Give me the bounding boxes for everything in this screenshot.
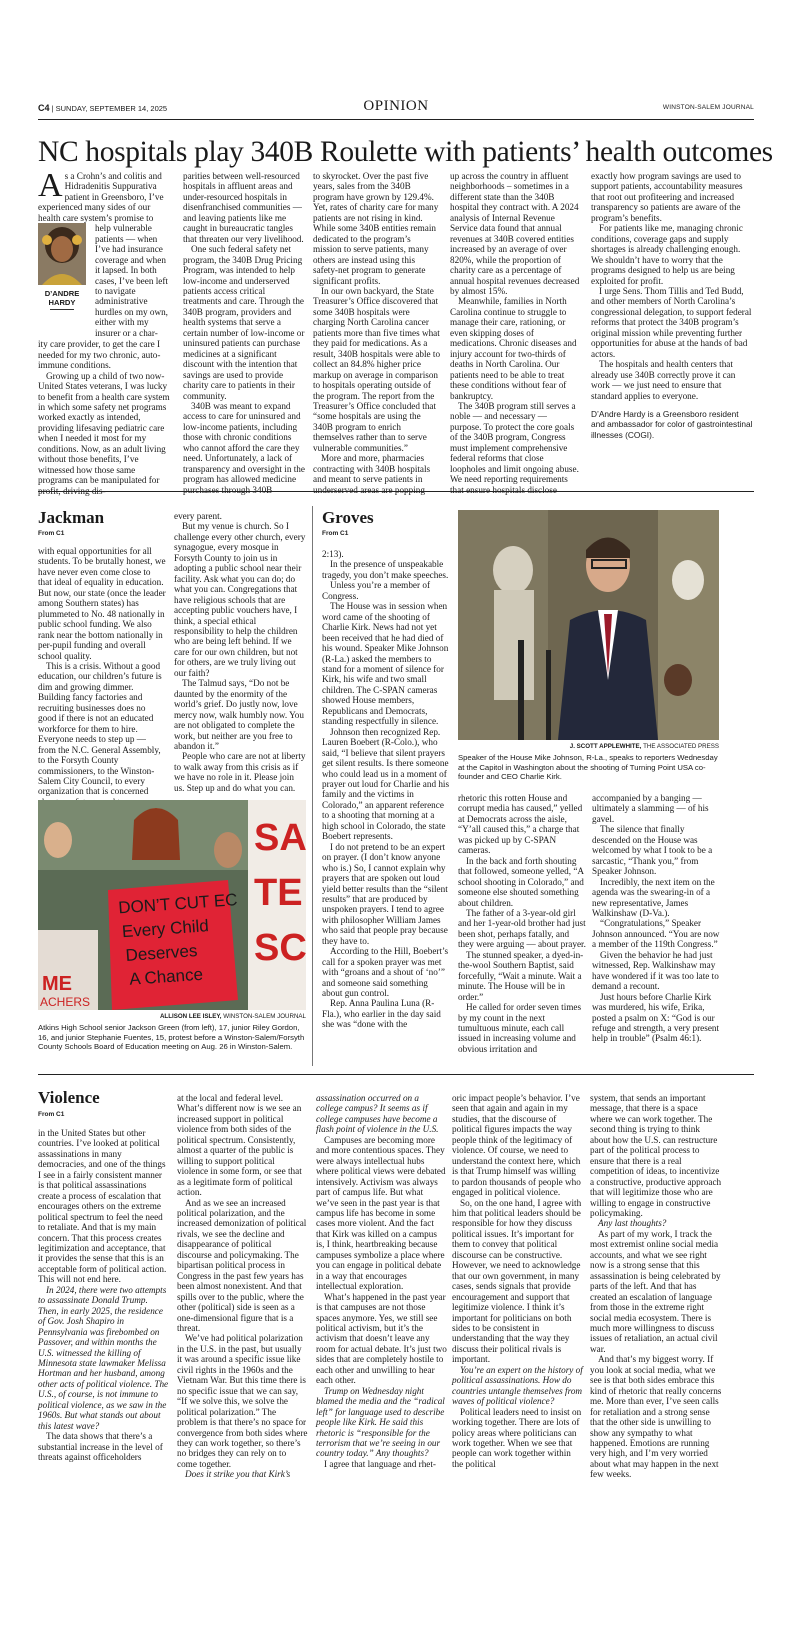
violence-c1-p0: in the United States but other countries. I’ve looked at political assassinations in many democracies, and one of the things I see in a fairly consistent manner is that political assassinations create a process of escalation that encourages others on the extreme political spectrum to feel the need to retaliate. And that is my main concern. That this process creates legitimization and acceptance, that it provides the sense that this is an acceptable form of political action. This will not end here.	[38, 1128, 167, 1285]
jackman-c2-p1: But my venue is church. So I challenge every other church, every synagogue, every mosque in Forsyth County to join us in adopting a public school near their facility. Ask what you can do; do what you can. Congregations that have religious schools that are accepting public vouchers have, I think, a special ethical responsibility to help the children who are being left behind. If we care for our own children, but not for others, are we truly living out our faith?	[174, 521, 306, 678]
violence-col-2	[177, 1093, 308, 1628]
main-col-2	[183, 171, 305, 495]
svg-text:ME: ME	[42, 973, 72, 995]
violence-c4-p2: You’re an expert on the history of political assassinations. How do countries untangle themselves from waves of political violence?	[452, 1364, 583, 1407]
jackman-credit-name: ALLISON LEE ISLEY,	[159, 1013, 222, 1020]
groves-credit-name: J. SCOTT APPLEWHITE,	[569, 743, 642, 750]
groves-col-3	[592, 793, 720, 1065]
jackman-from: From C1	[38, 530, 65, 537]
main-c3-p0: to skyrocket. Over the past five years, sales from the 340B program have grown by 129.4%. Yet, rates of charity care for many patients are not rising in kind. While some 340B entities remain dedicated to the program’s mission to serve patients, many others are instead using this safety-net program to generate significant profits.	[313, 171, 439, 286]
violence-c3-p4: I agree that language and rhet-	[324, 1458, 436, 1469]
violence-c2-p1: And as we see an increased political polarization, and the increased demonization of political rivals, we see the decline and disappearance of political discourse and policymaking. The bipartisan political process in Congress in the past few years has been almost nonexistent. And that spills over to the public, where the other (political) side is seen as a one-dimensional figure that is a threat.	[177, 1197, 307, 1333]
groves-caption: Speaker of the House Mike Johnson, R-La., speaks to reporters Wednesday at the Capitol in Washington about the shooting of Turning Point USA co-founder and CEO Charlie Kirk.	[458, 753, 718, 782]
jackman-col-2	[174, 511, 306, 791]
violence-c1-p2: The data shows that there’s a substantial increase in the level of threats against officeholders	[38, 1431, 163, 1463]
author-bio: D’Andre Hardy is a Greensboro resident and ambassador for color of gastrointestinal illnesses (COGI).	[591, 408, 753, 440]
groves-title: Groves	[322, 508, 374, 527]
jackman-credit-org: WINSTON-SALEM JOURNAL	[223, 1013, 306, 1020]
violence-col-5	[590, 1093, 722, 1628]
main-c5-p1: For patients like me, managing chronic conditions, coverage gaps and supply shortages is already challenging enough. We shouldn’t have to worry that the programs designed to help us are being exploited for profit.	[591, 223, 743, 286]
jackman-title: Jackman	[38, 508, 105, 527]
violence-c3-p2: What’s happened in the past year is that campuses are not those spaces anymore. Yes, we still see political activism, but it’s the activism that doesn’t leave any room for actual debate. It’s just two sides that are completely hostile to each other and unwilling to hear each other.	[316, 1291, 447, 1386]
page-number: C4	[38, 103, 50, 113]
violence-col-3	[316, 1093, 447, 1628]
jackman-c2-p0: every parent.	[174, 511, 222, 521]
drop-cap: A	[38, 167, 63, 204]
divider-2	[38, 1074, 754, 1075]
groves-col-2	[458, 793, 586, 1065]
violence-c3-p0: assassination occurred on a college campus? It seems as if college campuses have become a flash point of violence in the U.S.	[316, 1093, 439, 1135]
main-narrow-text: help vulnerable patients — when I’ve had insurance coverage and when it lapsed. In both cases, I’ve been left to navigate administrative hurdles on my own, either with my insurer or a char-	[95, 223, 168, 338]
author-rule	[50, 309, 74, 310]
violence-c2-p2: We’ve had political polarization in the U.S. in the past, but usually it was around a specific issue like civil rights in the 1960s and the Vietnam War. But this time there is no specific issue that we can say, “If we solve this, we solve the political polarization.” The problem is that there’s no space for convergence from both sides where they can work together, so there’s no bridges they can rely on to come together.	[177, 1333, 308, 1469]
groves-credit-org: THE ASSOCIATED PRESS	[643, 743, 719, 750]
groves-col-1	[322, 549, 450, 1065]
main-lead: s a Crohn’s and colitis and Hidradenitis Suppurativa patient in Greensboro, I’ve experienced many sides of our health care system’s promise to	[38, 171, 164, 223]
author-byline	[38, 289, 86, 307]
section-name: OPINION	[363, 98, 429, 114]
main-col-5	[591, 171, 753, 483]
violence-title: Violence	[38, 1088, 100, 1107]
groves-c1-p0: 2:13).	[322, 549, 344, 559]
main-c2-p0: parities between well-resourced hospitals in affluent areas and under-resourced hospitals in disenfranchised communities — and leaving patients like me caught in bureaucratic tangles that threaten our very livelihood.	[183, 171, 304, 244]
violence-c1-p1: In 2024, there were two attempts to assassinate Donald Trump. Then, in early 2025, the residence of Gov. Josh Shapiro in Pennsylvania was firebombed on Passover, and within months the U.S. witnessed the killing of Minnesota state lawmaker Melissa Hortman and her husband, among other acts of political violence. The U.S., of course, is not immune to political violence, as we saw in the 1960s. But what stands out about this latest wave?	[38, 1284, 169, 1431]
groves-c2-p2: The father of a 3-year-old girl and her 1-year-old brother had just been shot, perhaps fatally, and they were arguing — about prayer.	[458, 907, 586, 950]
violence-col-4	[452, 1093, 584, 1628]
main-c5-p3: The hospitals and health centers that already use 340B correctly prove it can work — we just need to ensure that standard applies to everyone.	[591, 359, 736, 401]
violence-c4-p0: oric impact people’s behavior. I’ve seen that again and again in my studies, that the discourse of political figures impacts the way people think of the legitimacy of violence. Of course, we need to understand the context here, which is that Trump himself was willing to pardon thousands of people who engaged in political violence.	[452, 1093, 581, 1198]
main-c5-p0: exactly how program savings are used to support patients, accountability measures that root out profiteering and increased transparency so patients are aware of the program’s benefits.	[591, 171, 743, 223]
violence-c5-p0: system, that sends an important message, that there is a space where we can work together. The second thing is trying to think about how the U.S. can restructure part of the political process to ensure that there is a real competition of ideas, to incentivize a constructive, productive approach that will legitimize those who are willing to engage in constructive policymaking.	[590, 1093, 722, 1218]
violence-c3-p1: Campuses are becoming more and more contentious spaces. They were always intellectual hubs where political views were debated intensively. Activism was always part of campus life. But what we’ve seen in the past year is that campus life has become in some cases more violent. And the fact that Kirk was killed on a campus is, I think, heartbreaking because campuses symbolize a place where you can engage in political debate in a way that encourages intellectual exploration.	[316, 1134, 446, 1292]
main-c3-p2: More and more, pharmacies contracting with 340B hospitals and meant to serve patients in underserved areas are popping	[313, 453, 431, 495]
groves-c2-p3: The stunned speaker, a dyed-in-the-wool Southern Baptist, said forcefully, “Wait a minute. Wait a minute. The House will be in order.”	[458, 949, 584, 1002]
groves-photo	[458, 510, 719, 740]
divider-1	[38, 491, 754, 492]
groves-c3-p5: Just hours before Charlie Kirk was murdered, his wife, Erika, posted a psalm on X: “God is our refuge and strength, a very present help in trouble” (Psalm 46:1).	[592, 991, 720, 1044]
main-col-1	[38, 167, 170, 496]
violence-c2-p3: Does it strike you that Kirk’s	[185, 1469, 291, 1480]
violence-c5-p3: And that’s my biggest worry. If you look at social media, what we see is that both sides embrace this kind of rhetoric that really concerns me. More than ever, I’ve seen calls for retaliation and a strong sense that the other side is unwilling to show any sympathy to what happened. Emotions are running very high, and I’m very worried about what may happen in the next few weeks.	[590, 1354, 722, 1480]
jackman-photo-credit	[38, 1013, 306, 1020]
sign-text: DON’T CUT ECEvery ChildDeservesA Chance	[117, 890, 239, 989]
jackman-c1-p0: with equal opportunities for all students. To be brutally honest, we have never even come close to that ideal of equality in education. But now, our state (once the leader among Southern states) has plummeted to No. 48 nationally in public school funding. We also rank near the bottom nationally in per-pupil funding and overall school quality.	[38, 546, 166, 661]
page-info: C4 | SUNDAY, SEPTEMBER 14, 2025	[38, 103, 168, 113]
groves-c3-p4: Given the behavior he had just witnessed, Rep. Walkinshaw may have wondered if it was too late to demand a recount.	[592, 949, 719, 992]
vertical-rule	[312, 506, 313, 1066]
main-c3-p1: In our own backyard, the State Treasurer’s Office discovered that some 340B hospitals were charging North Carolina cancer patients more than five times what they paid for medications. As a result, 340B hospitals were able to collect an 84.8% higher price markup on average in comparison to hospitals operating outside of the program. The report from the Treasurer’s Office concluded that “some hospitals are using the 340B program to enrich themselves rather than to serve vulnerable communities.”	[313, 285, 441, 453]
paper-name: WINSTON-SALEM JOURNAL	[662, 104, 754, 111]
groves-c2-p0: rhetoric this rotten House and corrupt media has caused,” yelled at Democrats across the aisle, “Y’all caused this,” a charge that was picked up by C-SPAN cameras.	[458, 793, 583, 856]
main-c4-p2: The 340B program still serves a noble — and necessary — purpose. To protect the core goals of the 340B program, Congress must implement comprehensive federal reforms that close loopholes and limit ongoing abuse. We need reporting requirements that ensure hospitals disclose	[450, 400, 579, 495]
jackman-c1-p1: This is a crisis. Without a good education, our children’s future is dim and growing dimmer. Building fancy factories and recruiting businesses does no good if there is not an educated workforce for them to hire. Everyone needs to step up — from the N.C. General Assembly, to the Forsyth County commissioners, to the Winston-Salem City Council, to every organization that is concerned	[38, 660, 162, 797]
jackman-photo	[38, 800, 306, 1010]
groves-c3-p1: The silence that finally descended on the House was welcomed by what I took to be a sarcastic, “Thank you,” from Speaker Johnson.	[592, 824, 713, 877]
main-c2-p2: 340B was meant to expand access to care for uninsured and low-income patients, including those with chronic conditions who cannot afford the care they need. Unfortunately, a lack of transparency and oversight in the program has allowed medicine purchases through 340B	[183, 400, 305, 495]
violence-c5-p1: Any last thoughts?	[598, 1218, 667, 1229]
groves-c1-p7: Rep. Anna Paulina Luna (R-Fla.), who earlier in the day said she was “done with the	[322, 998, 441, 1030]
groves-c2-p4: He called for order seven times by my count in the next tumultuous minute, each call issued in increasing volume and obvious irritation and	[458, 1002, 582, 1054]
groves-c2-p1: In the back and forth shouting that followed, someone yelled, “A school shooting in Colorado,” and someone else shouted something about children.	[458, 855, 584, 908]
main-col-4	[450, 171, 580, 495]
page-header	[38, 98, 754, 120]
groves-c1-p2: Unless you’re a member of Congress.	[322, 580, 431, 601]
main-c4-p0: up across the country in affluent neighborhoods – sometimes in a different state than the 340B hospital they contract with. A 2024 analysis of Internal Revenue Service data found that annual revenues at 340B covered entities increased by an average of over 820%, while the proportion of charity care as a percentage of annual hospital revenues decreased by almost 15%.	[450, 171, 580, 296]
groves-c1-p4: Johnson then recognized Rep. Lauren Boebert (R-Colo.), who said, “I believe that silent prayers get silent results. Is there someone who could lead us in a moment of prayer out loud for Charlie and his family and the victims in Colorado,” an apparent reference to a shooting that morning at a high school in Colorado, the state Boebert represents.	[322, 726, 450, 842]
main-headline: NC hospitals play 340B Roulette with patients’ health outcomes	[38, 136, 773, 168]
author-first: D’ANDRE	[44, 289, 80, 299]
groves-c1-p3: The House was in session when word came of the shooting of Charlie Kirk. News had not yet been received that he had died of his wound. Speaker Mike Johnson (R-La.) asked the members to stand for a moment of silence for Kirk, his wife and two small children. The C-SPAN cameras showed House members, Republicans and Democrats, standing respectfully in silence.	[322, 601, 449, 727]
groves-c1-p6: According to the Hill, Boebert’s call for a spoken prayer was met with “groans and a shout of ‘no’” and someone said something about gun control.	[322, 946, 449, 999]
main-c1-p0: ity care provider, to get the care I needed for my two chronic, auto-immune conditions.	[38, 339, 161, 371]
groves-c3-p0: accompanied by a banging — ultimately a slamming — of his gavel.	[592, 793, 709, 824]
page-date: SUNDAY, SEPTEMBER 14, 2025	[55, 104, 168, 113]
groves-c1-p5: I do not pretend to be an expert on prayer. (I don’t know anyone who is.) So, I cannot explain why prayers that are spoken out loud yield better results than the “silent results” that are produced by unspoken prayers. I tend to agree with philosopher William James who said that people pray because they have to.	[322, 841, 448, 946]
groves-from: From C1	[322, 530, 349, 537]
side-sign-text: SA TE SC	[254, 817, 307, 969]
groves-c1-p1: In the presence of unspeakable tragedy, you don’t make speeches.	[322, 559, 449, 580]
main-c4-p1: Meanwhile, families in North Carolina continue to struggle to manage their care, rationing, or even skipping doses of medications. Chronic diseases and injury account for two-thirds of deaths in North Carolina. Our patients need to be able to treat these conditions without fear of bankruptcy.	[450, 296, 577, 401]
groves-photo-credit	[458, 743, 719, 750]
jackman-c2-p2: The Talmud says, “Do not be daunted by the enormity of the world’s grief. Do justly now, love mercy now, walk humbly now. You are not obligated to complete the work, but neither are you free to abandon it.”	[174, 678, 304, 751]
author-last: HARDY	[48, 298, 76, 308]
groves-c3-p2: Incredibly, the next item on the agenda was the swearing-in of a new representative, James Walkinshaw (D-Va.).	[592, 876, 715, 918]
svg-text:ACHERS: ACHERS	[40, 995, 91, 1009]
violence-c2-p0: at the local and federal level. What’s different now is we see an increased support in political violence from both sides of the political spectrum. Consistently, almost a quarter of the public is willing to support political violence in some form, or see that as a legitimate form of political action.	[177, 1093, 302, 1198]
main-col-3	[313, 171, 441, 495]
main-c1-p1: Growing up a child of two now-United States veterans, I was lucky to benefit from a health care system in which some safety net programs worked exactly as intended, providing lifesaving pediatric care when I needed it most for my conditions. Now, as an adult living without those benefits, I’ve witnessed how those same programs can be manipulated for profit, driving dis-	[38, 370, 170, 496]
violence-c5-p2: As part of my work, I track the most extremist online social media accounts, and what we see right now is a strong sense that this assassination is being celebrated by parts of the left. And that has created an escalation of language from those in the extreme right social media ecosystem. There is much more willingness to discuss issues of retaliation, an actual civil war.	[590, 1228, 721, 1354]
violence-from: From C1	[38, 1111, 65, 1118]
violence-c4-p1: So, on the one hand, I agree with him that political leaders should be responsible for how they discuss political issues. It’s important for them to convey that political discourse can be constructive. However, we need to acknowledge that our own government, in many cases, sends signals that provide encouragement and support that legitimize violence. I think it’s important for politicians on both sides to be consistent in understanding that the way they discuss their political rivals is important.	[452, 1197, 582, 1365]
main-c2-p1: One such federal safety net program, the 340B Drug Pricing Program, was intended to help low-income and underserved patients access critical treatments and care. Through the 340B program, providers and health systems that serve a certain number of low-income or uninsured patients can purchase medicines at a significant discount with the intention that savings are used to provide charity care to patients in their community.	[183, 244, 305, 401]
violence-c3-p3: Trump on Wednesday night blamed the media and the “radical left” for language used to describe people like Kirk. He said this rhetoric is “responsible for the terrorism that we’re seeing in our country today.” Any thoughts?	[316, 1385, 445, 1459]
violence-col-1	[38, 1128, 170, 1628]
jackman-caption: Atkins High School senior Jackson Green (from left), 17, junior Riley Gordon, 16, and junior Stephanie Fuentes, 15, protest before a Winston-Salem/Forsyth County Schools Board of Education meeting on Aug. 26 in Winston-Salem.	[38, 1023, 305, 1052]
jackman-col-1	[38, 546, 166, 797]
author-photo	[38, 223, 86, 285]
main-c5-p2: I urge Sens. Thom Tillis and Ted Budd, and other members of North Carolina’s congressional delegation, to support federal reforms that protect the 340B program’s original mission while preventing further opportunities for abuse at the hands of bad actors.	[591, 285, 752, 359]
violence-c4-p3: Political leaders need to insist on working together. There are lots of policy areas where politicians can work together. When we see that people can work together within the political	[452, 1406, 582, 1469]
groves-c3-p3: “Congratulations,” Speaker Johnson announced. “You are now a member of the 119th Congress.”	[592, 918, 720, 950]
jackman-c2-p3: People who care are not at liberty to walk away from this crisis as if we have no role in it. Please join us. Step up and do what you can.	[174, 751, 306, 793]
